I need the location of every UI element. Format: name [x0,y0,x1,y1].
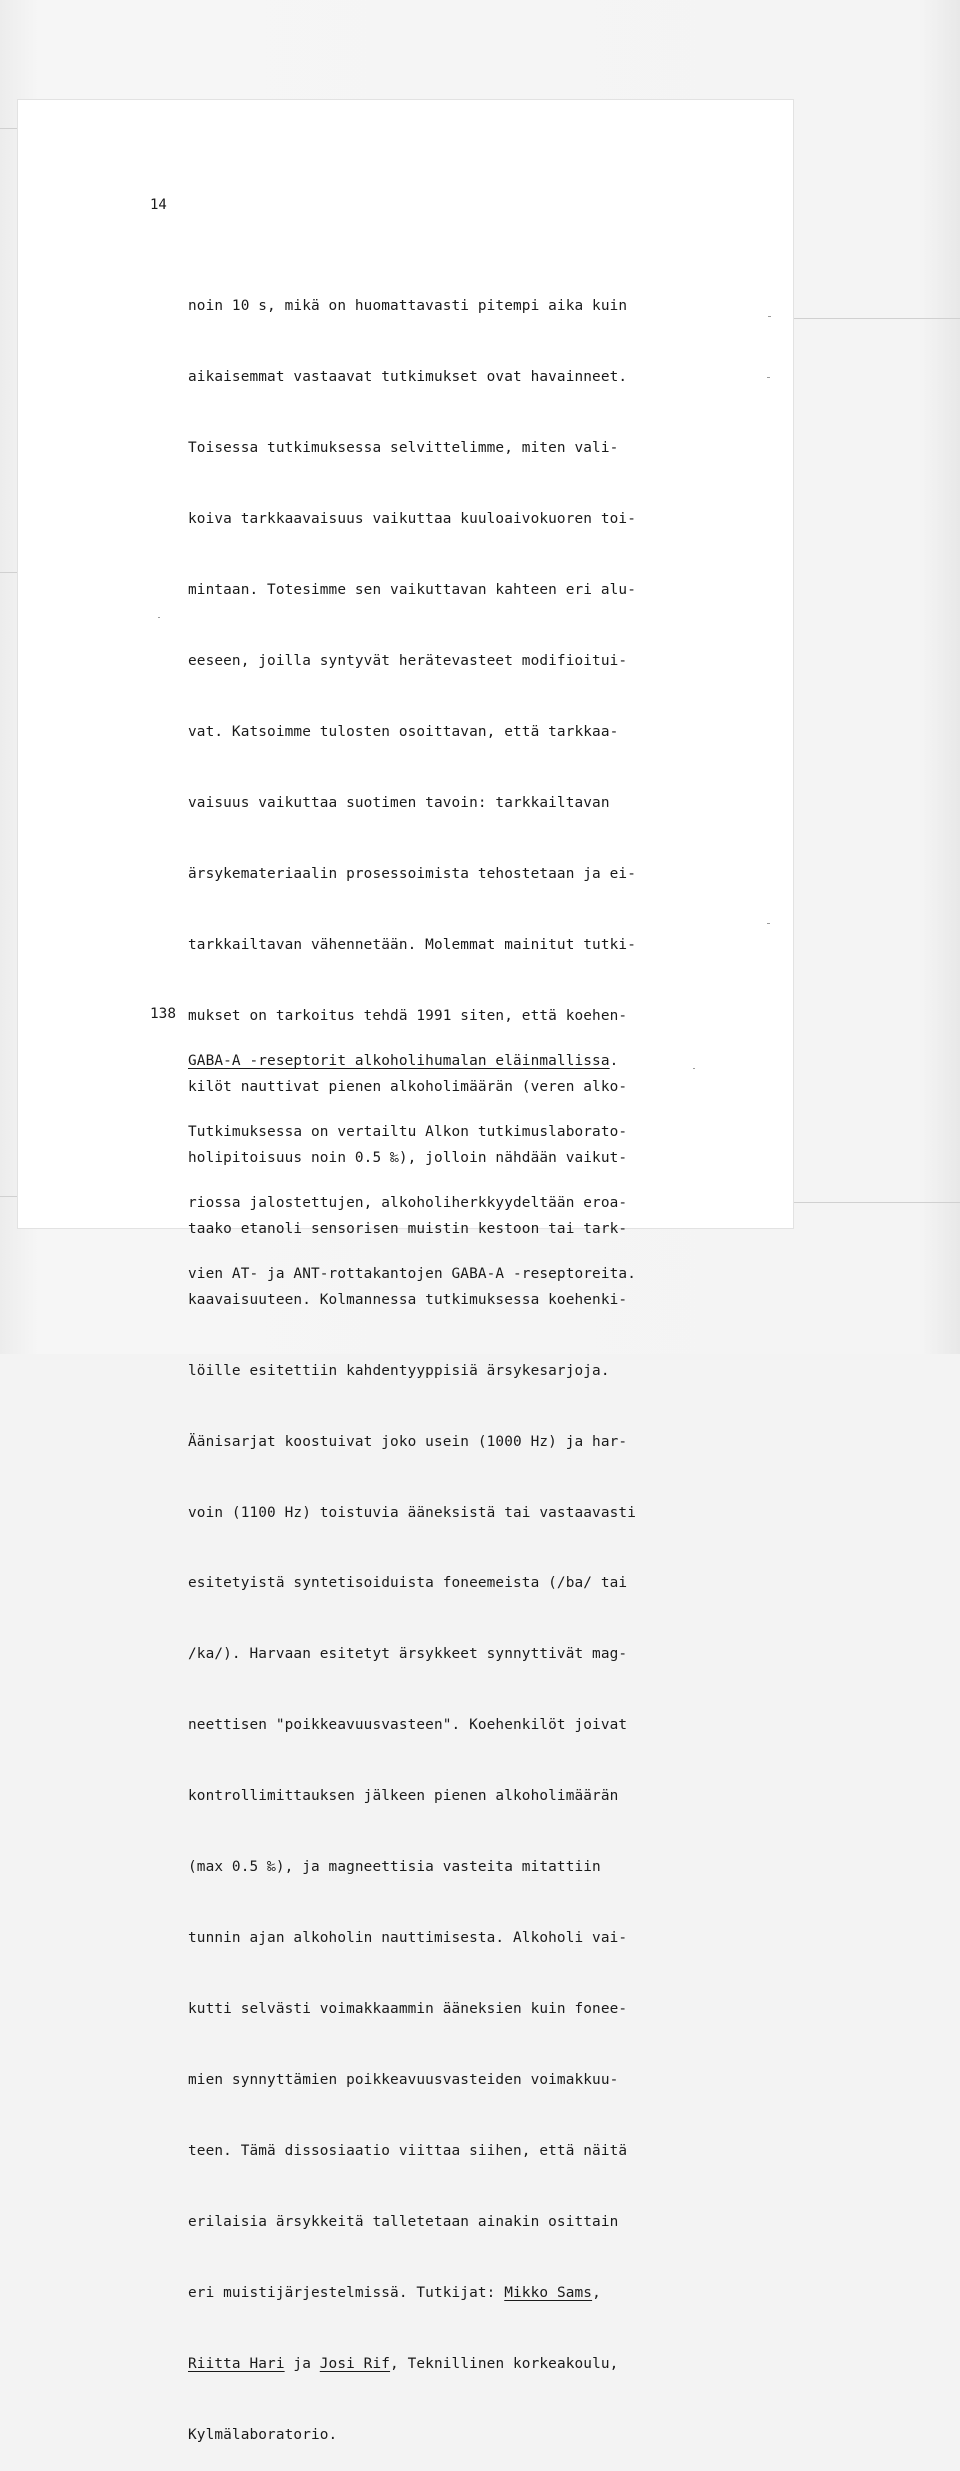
paragraph-body [188,248,688,2471]
text-line: (max 0.5 ‰), ja magneettisia vasteita mitattiin [188,1859,601,1876]
scan-edge-line [793,318,960,319]
researcher-name: Josi Rif [319,2355,391,2372]
text-line: voin (1100 Hz) toistuvia ääneksistä tai vastaavasti [188,1504,636,1521]
researcher-name: Riitta Hari [188,2355,285,2372]
text-line: Toisessa tutkimuksessa selvittelimme, miten vali- [188,440,619,457]
scan-edge-line [793,1202,960,1203]
researcher-name: Mikko Sams [504,2285,593,2301]
item-title-line [188,1050,688,1074]
text-line: esitetyistä syntetisoiduista foneemeista (/ba/ tai [188,1575,628,1592]
text-line: ärsykemateriaalin prosessoimista tehostetaan ja ei- [188,865,636,882]
scan-speck [767,923,770,924]
text-line: löille esitettiin kahdentyyppisiä ärsykesarjoja. [188,1362,610,1379]
text-line: riossa jalostettujen, alkoholiherkkyydeltään eroa- [188,1195,628,1212]
text-line: eeseen, joilla syntyvät herätevasteet modifioitui- [188,653,628,670]
scan-speck [693,1068,695,1069]
text-line: vien AT- ja ANT-rottakantojen GABA-A -reseptoreita. [188,1266,636,1283]
scan-speck [767,377,770,378]
scan-speck [768,316,771,317]
text-line-researchers [188,2282,688,2306]
text-line: kilöt nauttivat pienen alkoholimäärän (veren alko- [188,1078,628,1095]
scan-speck [158,617,160,618]
text-line: vat. Katsoimme tulosten osoittavan, että tarkkaa- [188,724,619,741]
text-line: koiva tarkkaavaisuus vaikuttaa kuuloaivokuoren toi- [188,511,636,528]
text-line: tarkkailtavan vähennetään. Molemmat mainitut tutki- [188,936,636,953]
text-line: Äänisarjat koostuivat joko usein (1000 Hz) ja har- [188,1433,628,1450]
item-title: GABA-A -reseptorit alkoholihumalan eläinmallissa [188,1053,610,1070]
text-line: mintaan. Totesimme sen vaikuttavan kahteen eri alu- [188,582,636,599]
text-line: taako etanoli sensorisen muistin kestoon tai tark- [188,1220,628,1237]
scan-edge-line [0,128,18,129]
text-segment: eri muistijärjestelmissä. Tutkijat: [188,2285,505,2301]
text-line: noin 10 s, mikä on huomattavasti pitempi aika kuin [188,298,628,315]
item-138-body [188,1003,688,1310]
text-line: erilaisia ärsykkeitä talletetaan ainakin osittain [188,2214,619,2231]
text-line: kutti selvästi voimakkaammin ääneksien kuin fonee- [188,2001,628,2018]
scan-edge-line [0,572,18,573]
text-line: teen. Tämä dissosiaatio viittaa siihen, että näitä [188,2143,628,2160]
text-line: Kylmälaboratorio. [188,2426,338,2443]
text-line: tunnin ajan alkoholin nauttimisesta. Alkoholi vai- [188,1930,628,1947]
text-segment: . [609,1053,619,1070]
text-line-researchers [188,2353,688,2377]
text-line: vaisuus vaikuttaa suotimen tavoin: tarkkailtavan [188,794,610,811]
item-number: 138 [150,1006,176,1022]
text-segment: ja [284,2355,320,2372]
page-number: 14 [150,197,167,213]
text-line: neettisen "poikkeavuusvasteen". Koehenkilöt joivat [188,1717,628,1734]
text-line: mien synnyttämien poikkeavuusvasteiden voimakkuu- [188,2072,619,2089]
text-line: Tutkimuksessa on vertailtu Alkon tutkimuslaborato- [188,1124,628,1141]
text-line: aikaisemmat vastaavat tutkimukset ovat havainneet. [188,369,628,386]
text-line: holipitoisuus noin 0.5 ‰), jolloin nähdään vaikut- [188,1149,628,1166]
text-segment: , [592,2285,601,2301]
text-segment: , Teknillinen korkeakoulu, [390,2355,619,2372]
text-line: mukset on tarkoitus tehdä 1991 siten, että koehen- [188,1007,628,1024]
text-line: kontrollimittauksen jälkeen pienen alkoholimäärän [188,1788,619,1805]
text-line: kaavaisuuteen. Kolmannessa tutkimuksessa koehenki- [188,1291,628,1308]
text-line: /ka/). Harvaan esitetyt ärsykkeet synnyttivät mag- [188,1646,628,1663]
scan-edge-line [0,1196,18,1197]
